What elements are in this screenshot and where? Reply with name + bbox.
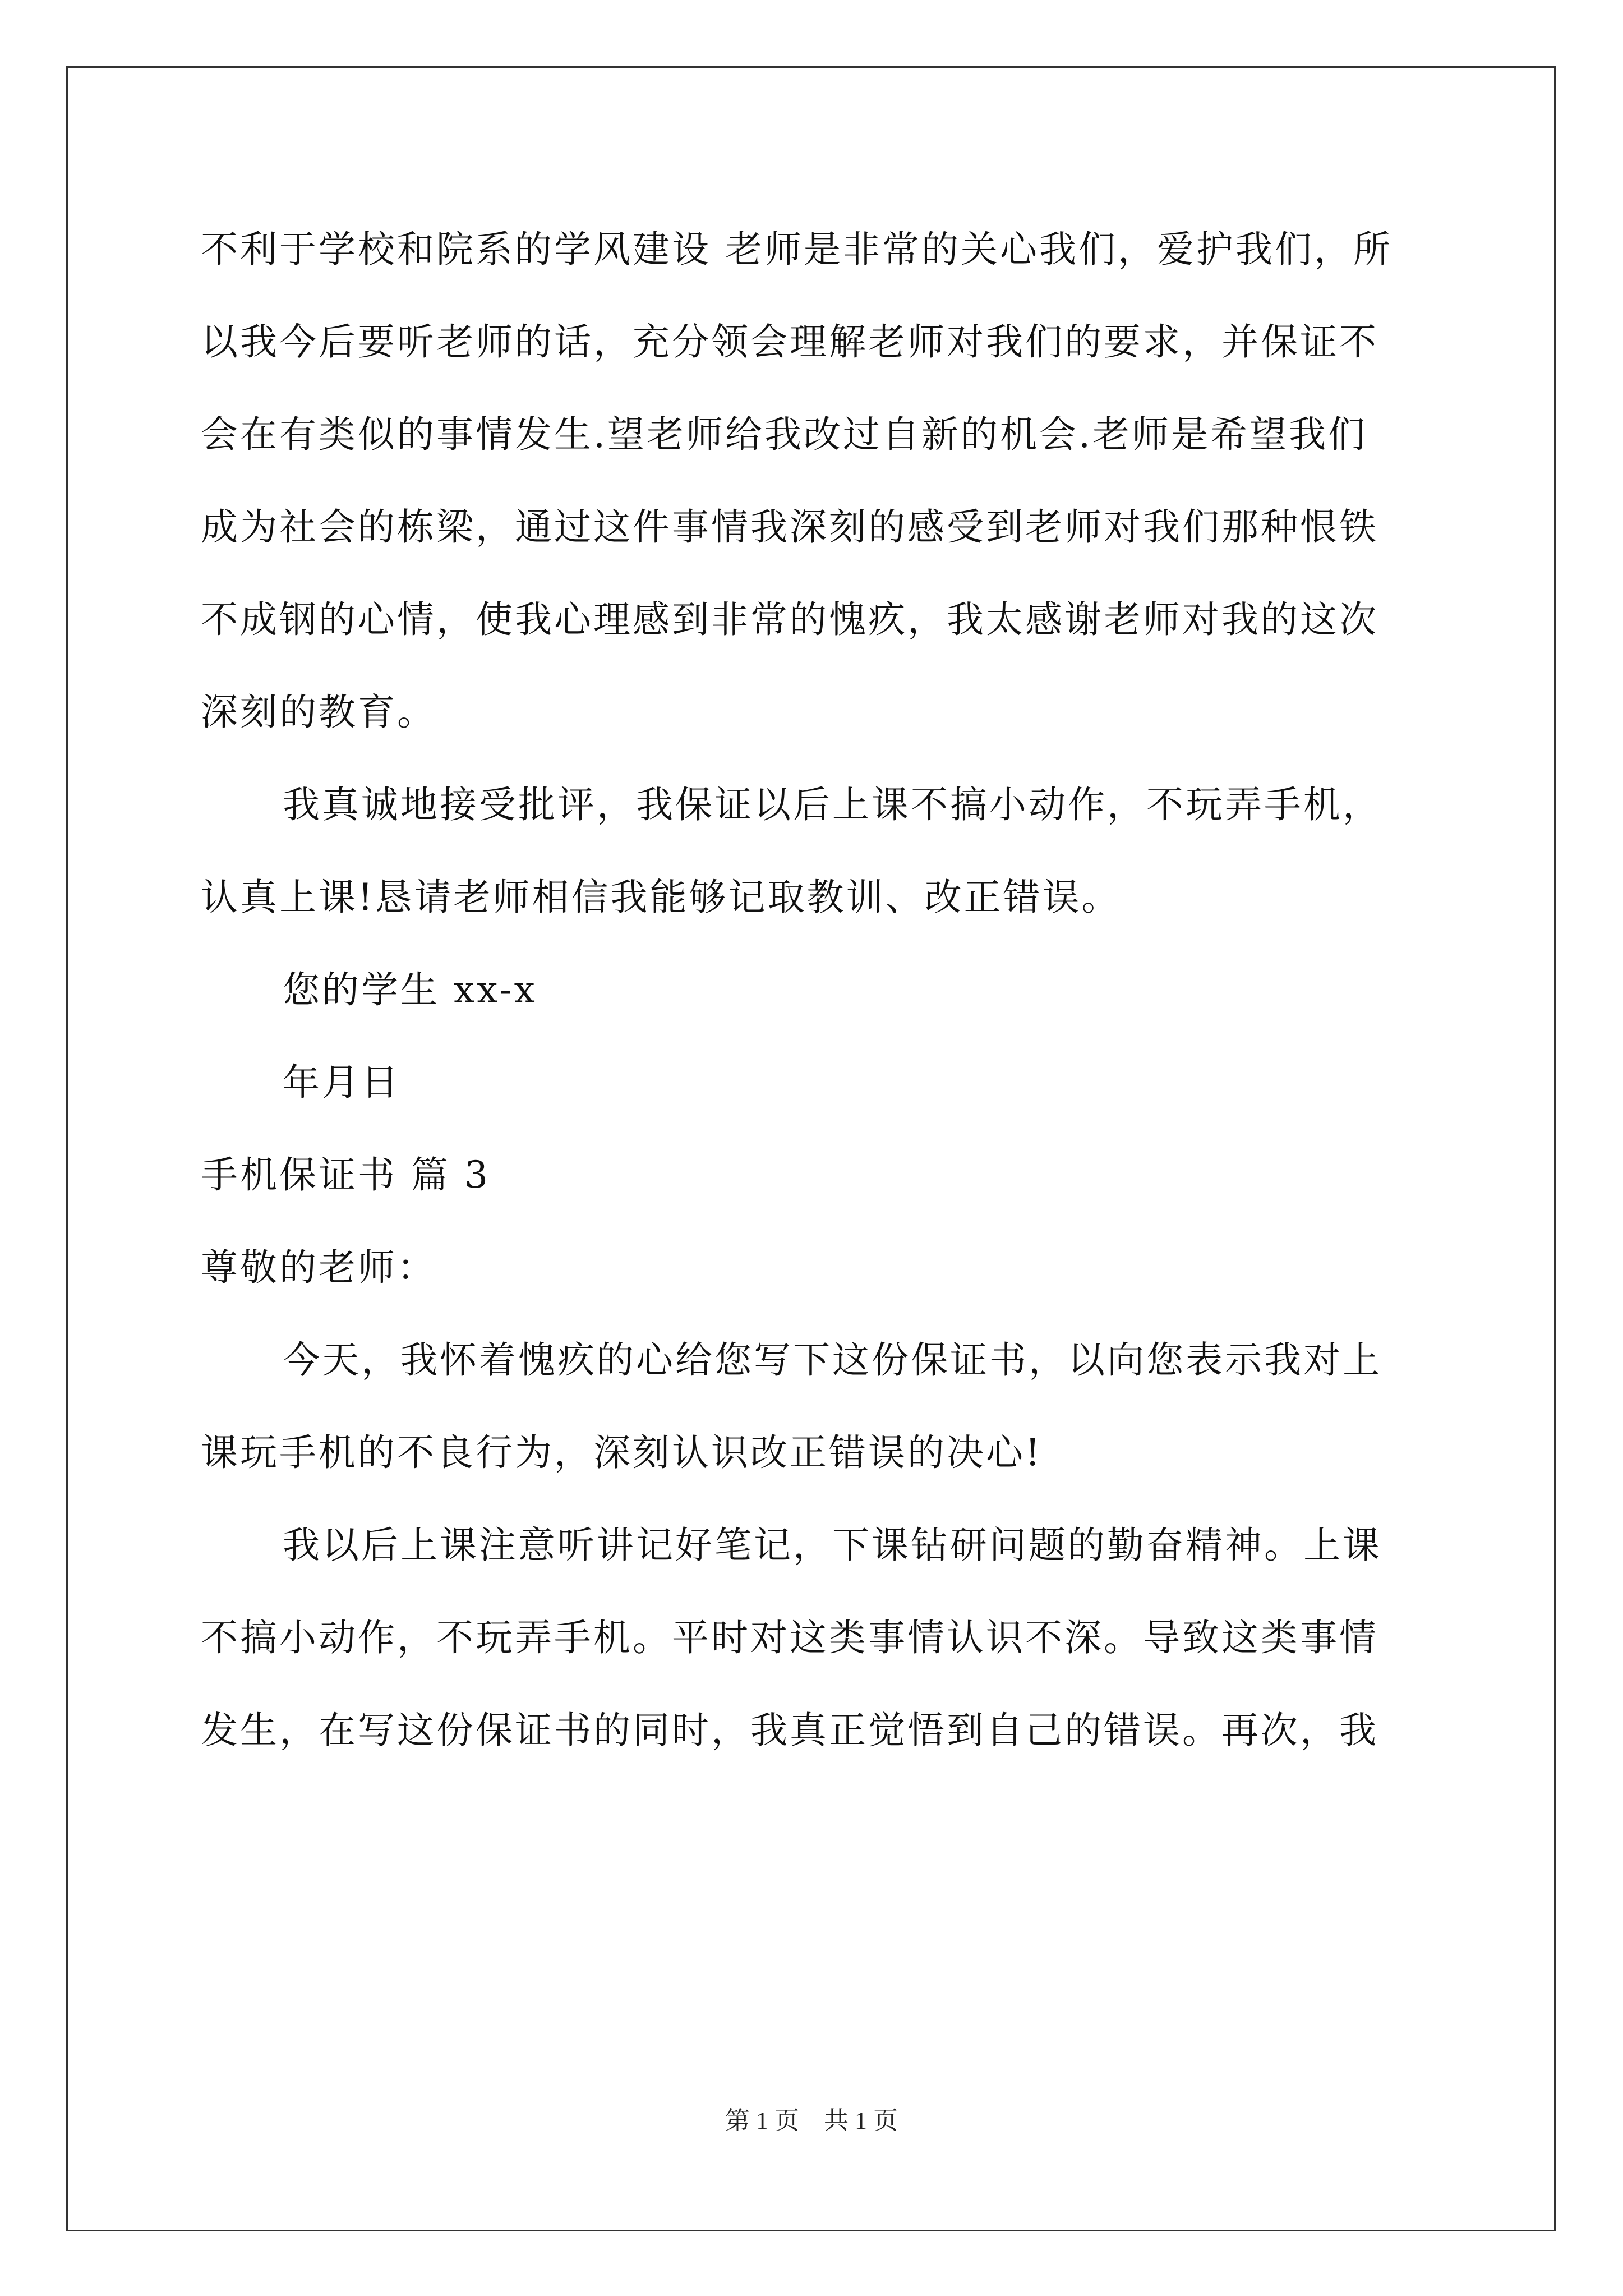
- salutation: 尊敬的老师：: [201, 1246, 436, 1289]
- page-footer: 第 1 页 共 1 页: [725, 2107, 898, 2134]
- text-line: 不成钢的心情，使我心理感到非常的愧疚，我太感谢老师对我的这次: [201, 598, 1378, 641]
- text-line: 成为社会的栋梁，通过这件事情我深刻的感受到老师对我们那种恨铁: [201, 505, 1378, 549]
- text-line: 会在有类似的事情发生.望老师给我改过自新的机会.老师是希望我们: [201, 413, 1367, 456]
- text-line: 不搞小动作，不玩弄手机。平时对这类事情认识不深。导致这类事情: [201, 1616, 1378, 1659]
- document-body: [201, 203, 1430, 1777]
- date-line: 年月日: [283, 1061, 400, 1104]
- paragraph-start-line: 我以后上课注意听讲记好笔记，下课钻研问题的勤奋精神。上课: [283, 1524, 1382, 1567]
- text-line: 课玩手机的不良行为，深刻认识改正错误的决心!: [201, 1431, 1043, 1474]
- text-line: 发生，在写这份保证书的同时，我真正觉悟到自己的错误。再次，我: [201, 1709, 1378, 1752]
- paragraph-start-line: 今天，我怀着愧疚的心给您写下这份保证书，以向您表示我对上: [283, 1338, 1382, 1382]
- section-heading: 手机保证书 篇 3: [201, 1153, 490, 1197]
- text-line: 不利于学校和院系的学风建设 老师是非常的关心我们，爱护我们，所: [201, 228, 1393, 271]
- paragraph-start-line: 我真诚地接受批评，我保证以后上课不搞小动作，不玩弄手机，: [283, 783, 1382, 826]
- text-line: 认真上课!恳请老师相信我能够记取教训、改正错误。: [201, 876, 1121, 919]
- signature-line: 您的学生 xx-x: [283, 968, 537, 1011]
- text-line: 深刻的教育。: [201, 691, 436, 734]
- text-line: 以我今后要听老师的话，充分领会理解老师对我们的要求，并保证不: [201, 320, 1378, 364]
